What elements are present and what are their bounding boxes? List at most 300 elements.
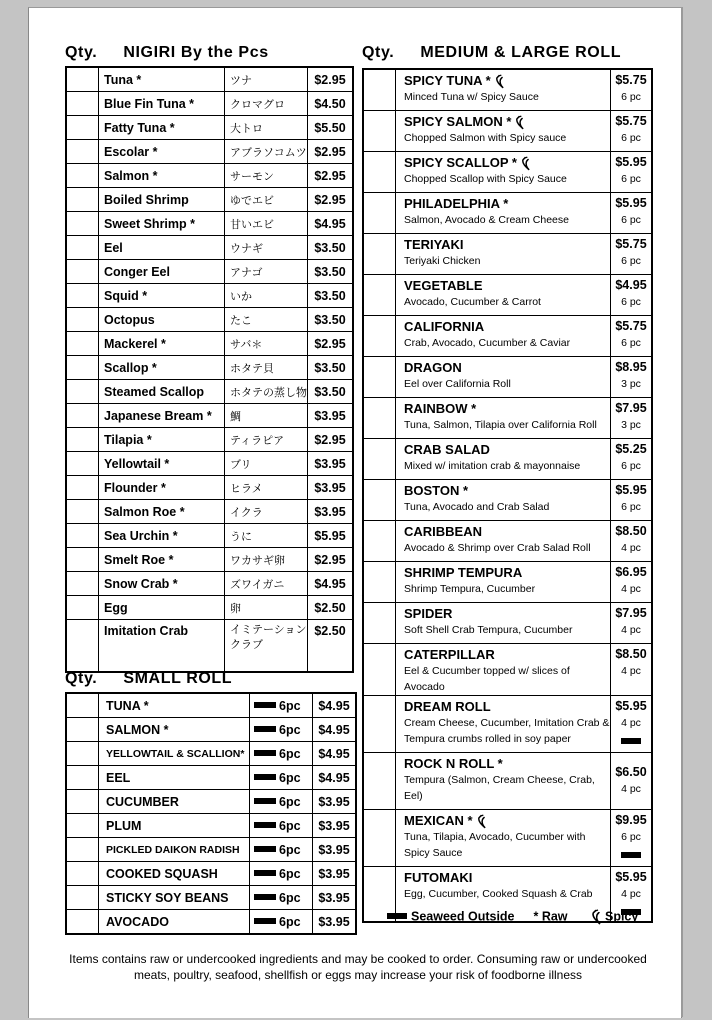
item-size-cell [250, 766, 313, 790]
item-price-cell [611, 234, 653, 275]
item-price: $3.95 [313, 814, 357, 838]
item-price-cell [611, 69, 653, 111]
item-japanese-name: ティラピア [225, 428, 308, 452]
item-size-cell [250, 910, 313, 935]
qty-cell[interactable] [363, 111, 396, 152]
item-price: $5.75 [615, 114, 647, 128]
item-price: $9.95 [615, 813, 647, 827]
item-description: Eel over California Roll [404, 378, 511, 390]
qty-cell[interactable] [66, 67, 99, 92]
item-japanese-name: ホタテ貝 [225, 356, 308, 380]
item-price: $3.95 [308, 452, 354, 476]
qty-cell[interactable] [66, 524, 99, 548]
item-size-cell [250, 862, 313, 886]
item-name: PHILADELPHIA * [404, 196, 509, 211]
legend-seaweed: Seaweed Outside [411, 909, 515, 924]
item-name-line [404, 400, 610, 417]
nigiri-row [66, 332, 353, 356]
item-name: Tuna * [99, 67, 225, 92]
seaweed-outside-bar-icon [254, 894, 276, 900]
item-price-cell [611, 193, 653, 234]
small-roll-table [65, 692, 357, 935]
item-cell [396, 69, 611, 111]
qty-cell[interactable] [66, 164, 99, 188]
item-name-line [404, 113, 610, 130]
nigiri-row [66, 67, 353, 92]
item-name: VEGETABLE [404, 278, 483, 293]
qty-cell[interactable] [66, 356, 99, 380]
item-name: ROCK N ROLL * [404, 756, 503, 771]
item-name: Squid * [99, 284, 225, 308]
item-price: $2.50 [308, 596, 354, 620]
item-pieces: 6 pc [621, 173, 641, 185]
small-roll-row [66, 718, 356, 742]
item-pieces: 4 pc [621, 717, 641, 729]
item-japanese-name: いか [225, 284, 308, 308]
qty-cell[interactable] [363, 234, 396, 275]
item-price: $5.95 [615, 870, 647, 884]
item-price: $3.50 [308, 308, 354, 332]
item-cell [396, 521, 611, 562]
item-price: $3.95 [313, 862, 357, 886]
item-price: $3.95 [313, 790, 357, 814]
item-price: $2.50 [308, 620, 354, 673]
item-description: Tuna, Avocado and Crab Salad [404, 501, 550, 513]
medium-large-section-title [362, 44, 621, 62]
item-japanese-name: アブラソコムツ [225, 140, 308, 164]
item-description: Teriyaki Chicken [404, 255, 481, 267]
item-japanese-name: ツナ [225, 67, 308, 92]
item-name: EEL [99, 766, 250, 790]
item-pieces: 6 pc [621, 501, 641, 513]
seaweed-outside-bar-icon [387, 913, 407, 919]
item-price: $3.95 [313, 910, 357, 935]
item-name: PLUM [99, 814, 250, 838]
small-roll-row [66, 838, 356, 862]
item-price: $4.95 [313, 718, 357, 742]
item-price-cell [611, 480, 653, 521]
qty-cell[interactable] [66, 620, 99, 673]
item-cell [396, 193, 611, 234]
item-name-line [404, 195, 610, 212]
medium-large-row [363, 480, 652, 521]
item-price-cell [611, 562, 653, 603]
item-price: $2.95 [308, 67, 354, 92]
item-price: $3.50 [308, 236, 354, 260]
item-description: Egg, Cucumber, Cooked Squash & Crab [404, 888, 593, 900]
medium-large-row [363, 810, 652, 867]
medium-large-row [363, 562, 652, 603]
item-price: $6.50 [615, 765, 647, 779]
item-cell [396, 439, 611, 480]
small-roll-row [66, 910, 356, 935]
item-name: YELLOWTAIL & SCALLION* [99, 742, 250, 766]
qty-cell[interactable] [66, 886, 99, 910]
item-description: Soft Shell Crab Tempura, Cucumber [404, 624, 573, 636]
qty-cell[interactable] [363, 810, 396, 867]
item-name: Egg [99, 596, 225, 620]
medium-large-row [363, 316, 652, 357]
item-name: Eel [99, 236, 225, 260]
item-name: Japanese Bream * [99, 404, 225, 428]
qty-cell[interactable] [66, 693, 99, 718]
item-size-cell [250, 886, 313, 910]
item-price: $3.95 [308, 476, 354, 500]
item-price: $2.95 [308, 140, 354, 164]
qty-cell[interactable] [363, 603, 396, 644]
item-name: BOSTON * [404, 483, 469, 498]
item-price: $3.95 [313, 886, 357, 910]
qty-cell[interactable] [363, 562, 396, 603]
item-name-line [404, 869, 610, 886]
item-japanese-name: サバ＊ [225, 332, 308, 356]
item-name: TERIYAKI [404, 237, 464, 252]
legend [387, 909, 638, 925]
item-name: Scallop * [99, 356, 225, 380]
item-price: $7.95 [615, 401, 647, 415]
item-pieces: 6 pc [621, 214, 641, 226]
item-description: Chopped Scallop with Spicy Sauce [404, 173, 567, 186]
small-roll-row [66, 886, 356, 910]
qty-cell[interactable] [66, 862, 99, 886]
medium-large-title: MEDIUM & LARGE ROLL [420, 44, 622, 61]
item-price: $5.95 [308, 524, 354, 548]
item-price: $5.75 [615, 73, 647, 87]
small-roll-row [66, 742, 356, 766]
nigiri-row [66, 380, 353, 404]
item-japanese-name: アナゴ [225, 260, 308, 284]
medium-large-row [363, 69, 652, 111]
item-price-cell [611, 696, 653, 753]
item-name: SPIDER [404, 606, 453, 621]
item-name: AVOCADO [99, 910, 250, 935]
item-pieces: 6 pc [621, 296, 641, 308]
item-price-cell [611, 357, 653, 398]
item-name: Blue Fin Tuna * [99, 92, 225, 116]
seaweed-outside-bar-icon [254, 846, 276, 852]
nigiri-row [66, 596, 353, 620]
item-name: Sea Urchin * [99, 524, 225, 548]
item-name: MEXICAN * [404, 813, 473, 828]
pepper-icon [514, 115, 525, 130]
item-japanese-name: イミテーション クラブ [225, 620, 308, 673]
item-name: Flounder * [99, 476, 225, 500]
qty-cell[interactable] [66, 790, 99, 814]
nigiri-qty-label: Qty. [65, 44, 98, 61]
medium-large-qty-label: Qty. [362, 44, 395, 61]
item-name: Salmon * [99, 164, 225, 188]
item-name-line [404, 646, 610, 663]
qty-cell[interactable] [66, 308, 99, 332]
pepper-icon [476, 814, 487, 829]
item-name-line [404, 698, 610, 715]
qty-cell[interactable] [66, 116, 99, 140]
item-price: $4.95 [615, 278, 647, 292]
item-price: $6.95 [615, 565, 647, 579]
item-price-cell [611, 439, 653, 480]
item-price: $2.95 [308, 164, 354, 188]
medium-large-row [363, 753, 652, 810]
qty-cell[interactable] [66, 718, 99, 742]
item-cell [396, 644, 611, 696]
item-price-cell [611, 810, 653, 867]
item-price-cell [611, 753, 653, 810]
item-name: TUNA * [99, 693, 250, 718]
item-price-cell [611, 521, 653, 562]
item-description: Minced Tuna w/ Spicy Sauce [404, 91, 539, 104]
item-cell [396, 810, 611, 867]
item-name: DRAGON [404, 360, 462, 375]
item-price: $2.95 [308, 332, 354, 356]
seaweed-outside-bar-icon [254, 798, 276, 804]
item-price: $4.95 [313, 766, 357, 790]
item-description: Mixed w/ imitation crab & mayonnaise [404, 460, 581, 472]
pepper-icon [520, 156, 531, 171]
qty-cell[interactable] [66, 838, 99, 862]
item-name: Sweet Shrimp * [99, 212, 225, 236]
qty-cell[interactable] [66, 428, 99, 452]
qty-cell[interactable] [363, 193, 396, 234]
seaweed-outside-bar-icon [254, 726, 276, 732]
item-name: CATERPILLAR [404, 647, 495, 662]
seaweed-outside-bar-icon [621, 738, 641, 744]
item-japanese-name: イクラ [225, 500, 308, 524]
item-name: Fatty Tuna * [99, 116, 225, 140]
item-cell [396, 152, 611, 193]
item-pieces: 4 pc [621, 665, 641, 677]
item-size: 6pc [279, 794, 301, 809]
qty-cell[interactable] [66, 188, 99, 212]
item-size: 6pc [279, 866, 301, 881]
qty-cell[interactable] [66, 332, 99, 356]
item-pieces: 4 pc [621, 783, 641, 795]
qty-cell[interactable] [363, 357, 396, 398]
qty-cell[interactable] [66, 260, 99, 284]
nigiri-row [66, 116, 353, 140]
item-pieces: 6 pc [621, 831, 641, 843]
qty-cell[interactable] [66, 140, 99, 164]
item-japanese-name: うに [225, 524, 308, 548]
medium-large-row [363, 521, 652, 562]
item-cell [396, 753, 611, 810]
qty-cell[interactable] [66, 572, 99, 596]
item-cell [396, 357, 611, 398]
item-cell [396, 316, 611, 357]
nigiri-table [65, 66, 354, 673]
item-description: Avocado & Shrimp over Crab Salad Roll [404, 542, 591, 554]
qty-cell[interactable] [66, 548, 99, 572]
nigiri-row [66, 572, 353, 596]
small-roll-row [66, 790, 356, 814]
item-name: SPICY SALMON * [404, 114, 512, 129]
nigiri-title: NIGIRI By the Pcs [123, 44, 269, 61]
item-cell [396, 603, 611, 644]
item-japanese-name: たこ [225, 308, 308, 332]
item-size-cell [250, 838, 313, 862]
item-name: Tilapia * [99, 428, 225, 452]
item-price: $5.75 [615, 237, 647, 251]
item-name: SHRIMP TEMPURA [404, 565, 523, 580]
nigiri-row [66, 428, 353, 452]
item-price: $4.95 [308, 212, 354, 236]
item-name: PICKLED DAIKON RADISH [99, 838, 250, 862]
item-name: Yellowtail * [99, 452, 225, 476]
item-description: Eel & Cucumber topped w/ slices of Avocado [404, 665, 570, 693]
qty-cell[interactable] [363, 398, 396, 439]
small-roll-qty-label: Qty. [65, 670, 98, 687]
qty-cell[interactable] [66, 596, 99, 620]
nigiri-row [66, 548, 353, 572]
item-price: $5.95 [615, 483, 647, 497]
seaweed-outside-bar-icon [254, 822, 276, 828]
qty-cell[interactable] [363, 439, 396, 480]
qty-cell[interactable] [66, 500, 99, 524]
item-pieces: 4 pc [621, 542, 641, 554]
item-price: $5.75 [615, 319, 647, 333]
qty-cell[interactable] [363, 69, 396, 111]
item-name: RAINBOW * [404, 401, 477, 416]
item-name-line [404, 154, 610, 171]
item-japanese-name: 大トロ [225, 116, 308, 140]
item-name-line [404, 605, 610, 622]
legend-raw: * Raw [533, 909, 568, 924]
qty-cell[interactable] [66, 766, 99, 790]
item-cell [396, 562, 611, 603]
nigiri-row [66, 500, 353, 524]
qty-cell[interactable] [66, 380, 99, 404]
item-name-line [404, 564, 610, 581]
nigiri-row [66, 620, 353, 673]
item-name: Smelt Roe * [99, 548, 225, 572]
item-description: Tuna, Tilapia, Avocado, Cucumber with Spicy Sauce [404, 831, 586, 860]
item-pieces: 3 pc [621, 419, 641, 431]
item-name: Snow Crab * [99, 572, 225, 596]
item-name-line [404, 72, 610, 89]
item-name-line [404, 359, 610, 376]
qty-cell[interactable] [363, 644, 396, 696]
item-name: SALMON * [99, 718, 250, 742]
page-shadow [681, 7, 683, 1017]
item-name-line [404, 236, 610, 253]
seaweed-outside-bar-icon [254, 702, 276, 708]
qty-cell[interactable] [66, 910, 99, 935]
medium-large-row [363, 193, 652, 234]
qty-cell[interactable] [363, 152, 396, 193]
qty-cell[interactable] [363, 521, 396, 562]
qty-cell[interactable] [66, 742, 99, 766]
item-pieces: 4 pc [621, 583, 641, 595]
qty-cell[interactable] [363, 275, 396, 316]
small-roll-title: SMALL ROLL [123, 670, 233, 687]
qty-cell[interactable] [363, 753, 396, 810]
item-name: Boiled Shrimp [99, 188, 225, 212]
item-price: $3.95 [308, 500, 354, 524]
item-name-line [404, 755, 610, 772]
small-roll-row [66, 814, 356, 838]
item-name: Imitation Crab [99, 620, 225, 673]
item-size: 6pc [279, 890, 301, 905]
item-description: Shrimp Tempura, Cucumber [404, 583, 536, 595]
qty-cell[interactable] [363, 696, 396, 753]
item-price: $3.50 [308, 356, 354, 380]
item-pieces: 6 pc [621, 460, 641, 472]
item-pieces: 6 pc [621, 91, 641, 103]
item-name: STICKY SOY BEANS [99, 886, 250, 910]
qty-cell[interactable] [66, 92, 99, 116]
item-name: Mackerel * [99, 332, 225, 356]
item-japanese-name: ホタテの蒸し物 [225, 380, 308, 404]
item-japanese-name: ブリ [225, 452, 308, 476]
qty-cell[interactable] [66, 814, 99, 838]
item-price: $5.95 [615, 155, 647, 169]
medium-large-row [363, 644, 652, 696]
item-price: $5.95 [615, 196, 647, 210]
item-size: 6pc [279, 722, 301, 737]
item-description: Tuna, Salmon, Tilapia over California Roll [404, 419, 597, 431]
item-cell [396, 275, 611, 316]
nigiri-row [66, 260, 353, 284]
qty-cell[interactable] [363, 316, 396, 357]
item-price: $3.95 [313, 838, 357, 862]
qty-cell[interactable] [66, 212, 99, 236]
nigiri-row [66, 356, 353, 380]
item-price-cell [611, 644, 653, 696]
item-japanese-name: ウナギ [225, 236, 308, 260]
item-pieces: 4 pc [621, 624, 641, 636]
medium-large-row [363, 275, 652, 316]
item-name: DREAM ROLL [404, 699, 491, 714]
small-roll-row [66, 766, 356, 790]
item-pieces: 4 pc [621, 888, 641, 900]
item-size-cell [250, 718, 313, 742]
item-name: CRAB SALAD [404, 442, 490, 457]
item-pieces: 3 pc [621, 378, 641, 390]
item-price-cell [611, 111, 653, 152]
qty-cell[interactable] [66, 452, 99, 476]
seaweed-outside-bar-icon [254, 918, 276, 924]
disclaimer: Items contains raw or undercooked ingredients and may be cooked to order. Consuming raw or undercooked meats, poultry, seafood, shellfish or eggs may increase your risk of foodborne illness [69, 952, 647, 982]
item-price: $3.50 [308, 380, 354, 404]
item-name: Salmon Roe * [99, 500, 225, 524]
item-price: $8.50 [615, 524, 647, 538]
nigiri-row [66, 140, 353, 164]
item-description: Cream Cheese, Cucumber, Imitation Crab & Tempura crumbs rolled in soy paper [404, 717, 610, 745]
item-name: Octopus [99, 308, 225, 332]
item-name: COOKED SQUASH [99, 862, 250, 886]
qty-cell[interactable] [66, 476, 99, 500]
medium-large-row [363, 234, 652, 275]
nigiri-row [66, 404, 353, 428]
item-price-cell [611, 398, 653, 439]
item-cell [396, 398, 611, 439]
item-price: $5.25 [615, 442, 647, 456]
qty-cell[interactable] [66, 404, 99, 428]
qty-cell[interactable] [66, 284, 99, 308]
item-size: 6pc [279, 698, 301, 713]
item-name: Escolar * [99, 140, 225, 164]
nigiri-row [66, 92, 353, 116]
qty-cell[interactable] [66, 236, 99, 260]
item-pieces: 6 pc [621, 132, 641, 144]
qty-cell[interactable] [363, 480, 396, 521]
item-price: $4.95 [308, 572, 354, 596]
nigiri-row [66, 164, 353, 188]
item-cell [396, 696, 611, 753]
item-name: Steamed Scallop [99, 380, 225, 404]
item-price-cell [611, 275, 653, 316]
item-name-line [404, 441, 610, 458]
item-price-cell [611, 603, 653, 644]
